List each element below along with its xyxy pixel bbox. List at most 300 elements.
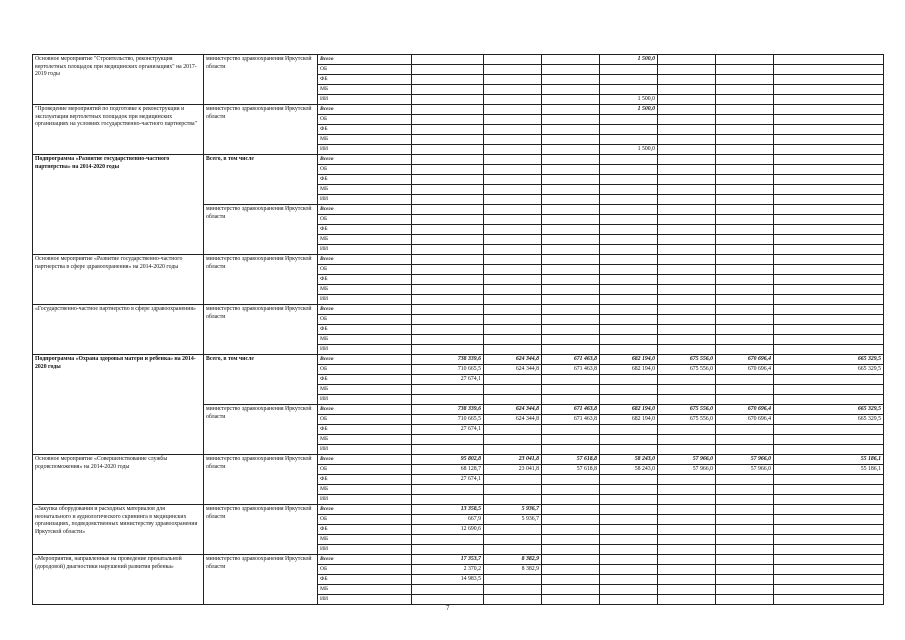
amount-cell (412, 485, 484, 495)
amount-cell (542, 315, 600, 325)
amount-cell (774, 285, 884, 295)
amount-cell: 675 556,0 (658, 355, 716, 365)
amount-cell (716, 305, 774, 315)
amount-cell (716, 285, 774, 295)
amount-cell (542, 215, 600, 225)
amount-cell (484, 255, 542, 265)
funding-source-cell: МБ (318, 435, 412, 445)
amount-cell (774, 195, 884, 205)
amount-cell (600, 345, 658, 355)
amount-cell (542, 235, 600, 245)
amount-cell: 55 186,1 (774, 455, 884, 465)
amount-cell (716, 115, 774, 125)
funding-source-cell: Всего (318, 555, 412, 565)
table-row (33, 455, 884, 465)
amount-cell (716, 375, 774, 385)
amount-cell (412, 165, 484, 175)
amount-cell (412, 335, 484, 345)
funding-source-cell: ФБ (318, 475, 412, 485)
amount-cell (542, 265, 600, 275)
amount-cell (774, 65, 884, 75)
funding-source-cell: ИИ (318, 145, 412, 155)
amount-cell (716, 525, 774, 535)
amount-cell (484, 495, 542, 505)
executor-cell: министерство здравоохранения Иркутской области (204, 255, 318, 305)
amount-cell (716, 175, 774, 185)
amount-cell: 665 329,5 (774, 365, 884, 375)
amount-cell (716, 345, 774, 355)
amount-cell (542, 85, 600, 95)
amount-cell (542, 565, 600, 575)
amount-cell (542, 485, 600, 495)
amount-cell (658, 85, 716, 95)
amount-cell (600, 545, 658, 555)
amount-cell (412, 255, 484, 265)
amount-cell (716, 275, 774, 285)
amount-cell: 68 128,7 (412, 465, 484, 475)
amount-cell (658, 495, 716, 505)
funding-source-cell: Всего (318, 405, 412, 415)
amount-cell: 23 041,8 (484, 465, 542, 475)
funding-source-cell: ФБ (318, 325, 412, 335)
amount-cell (774, 85, 884, 95)
amount-cell (658, 245, 716, 255)
amount-cell (658, 595, 716, 605)
amount-cell (484, 425, 542, 435)
amount-cell (774, 505, 884, 515)
amount-cell (412, 195, 484, 205)
amount-cell (716, 425, 774, 435)
amount-cell: 1 500,0 (600, 145, 658, 155)
amount-cell (716, 315, 774, 325)
amount-cell (658, 485, 716, 495)
amount-cell: 58 243,0 (600, 455, 658, 465)
amount-cell (716, 485, 774, 495)
amount-cell (658, 545, 716, 555)
funding-source-cell: ФБ (318, 225, 412, 235)
amount-cell (542, 535, 600, 545)
funding-source-cell: Всего (318, 305, 412, 315)
amount-cell (716, 255, 774, 265)
amount-cell (542, 185, 600, 195)
amount-cell: 671 463,8 (542, 355, 600, 365)
amount-cell (716, 155, 774, 165)
amount-cell: 13 358,5 (412, 505, 484, 515)
amount-cell (412, 55, 484, 65)
amount-cell (600, 115, 658, 125)
amount-cell: 57 966,0 (658, 465, 716, 475)
amount-cell (542, 585, 600, 595)
amount-cell (600, 125, 658, 135)
amount-cell (484, 135, 542, 145)
amount-cell (716, 575, 774, 585)
amount-cell (484, 75, 542, 85)
amount-cell (658, 115, 716, 125)
amount-cell (484, 545, 542, 555)
table-row (33, 155, 884, 165)
measure-name: «Государственно-частное партнерство в сфере здравоохранения» (33, 305, 204, 355)
amount-cell (412, 105, 484, 115)
amount-cell (600, 185, 658, 195)
amount-cell (658, 125, 716, 135)
executor-cell: Всего, в том числе (204, 355, 318, 405)
amount-cell (484, 295, 542, 305)
amount-cell (542, 165, 600, 175)
amount-cell (658, 345, 716, 355)
amount-cell (412, 535, 484, 545)
amount-cell (542, 445, 600, 455)
amount-cell (484, 485, 542, 495)
amount-cell (600, 325, 658, 335)
amount-cell (484, 225, 542, 235)
amount-cell (542, 325, 600, 335)
amount-cell (542, 335, 600, 345)
amount-cell (774, 275, 884, 285)
amount-cell (774, 525, 884, 535)
amount-cell: 624 344,8 (484, 405, 542, 415)
amount-cell (658, 315, 716, 325)
funding-source-cell: ИИ (318, 295, 412, 305)
amount-cell (716, 75, 774, 85)
amount-cell (774, 435, 884, 445)
amount-cell: 682 194,0 (600, 415, 658, 425)
amount-cell (774, 305, 884, 315)
amount-cell (658, 335, 716, 345)
funding-source-cell: ОБ (318, 265, 412, 275)
amount-cell: 682 194,0 (600, 365, 658, 375)
amount-cell (600, 505, 658, 515)
amount-cell (600, 575, 658, 585)
funding-source-cell: МБ (318, 385, 412, 395)
amount-cell (412, 495, 484, 505)
amount-cell: 670 696,4 (716, 355, 774, 365)
amount-cell (716, 195, 774, 205)
amount-cell (484, 445, 542, 455)
amount-cell (658, 105, 716, 115)
amount-cell (412, 205, 484, 215)
amount-cell (542, 105, 600, 115)
amount-cell (484, 105, 542, 115)
amount-cell (716, 585, 774, 595)
amount-cell (412, 75, 484, 85)
amount-cell (600, 445, 658, 455)
amount-cell (774, 575, 884, 585)
executor-cell: министерство здравоохранения Иркутской области (204, 205, 318, 255)
amount-cell (484, 385, 542, 395)
measure-name: «Закупка оборудования и расходных материалов для неонатального и аудиологического скрининга в медицинских организациях, подведомственных министерству здравоохранения Иркутской области» (33, 505, 204, 555)
amount-cell (484, 85, 542, 95)
amount-cell: 670 696,4 (716, 415, 774, 425)
amount-cell (600, 425, 658, 435)
measure-name: Основное мероприятие «Развитие государственно-частного партнерства в сфере здравоохранения» на 2014-2020 годы (33, 255, 204, 305)
amount-cell (412, 345, 484, 355)
amount-cell (716, 325, 774, 335)
amount-cell (484, 535, 542, 545)
amount-cell: 27 674,1 (412, 425, 484, 435)
amount-cell (412, 135, 484, 145)
amount-cell (542, 495, 600, 505)
amount-cell (716, 565, 774, 575)
funding-source-cell: ФБ (318, 525, 412, 535)
amount-cell: 675 556,0 (658, 415, 716, 425)
amount-cell (542, 345, 600, 355)
amount-cell (716, 435, 774, 445)
measure-name: Основное мероприятие «Совершенствование службы родовспоможения» на 2014-2020 годы (33, 455, 204, 505)
amount-cell: 675 556,0 (658, 405, 716, 415)
amount-cell (600, 75, 658, 85)
amount-cell (658, 505, 716, 515)
amount-cell: 27 674,1 (412, 375, 484, 385)
amount-cell (716, 185, 774, 195)
amount-cell (412, 115, 484, 125)
amount-cell: 738 339,6 (412, 355, 484, 365)
amount-cell (716, 475, 774, 485)
amount-cell: 57 966,0 (716, 455, 774, 465)
amount-cell (484, 475, 542, 485)
amount-cell (774, 185, 884, 195)
amount-cell (542, 95, 600, 105)
amount-cell (412, 305, 484, 315)
amount-cell (542, 555, 600, 565)
amount-cell (600, 65, 658, 75)
amount-cell (542, 175, 600, 185)
amount-cell (774, 565, 884, 575)
amount-cell (484, 175, 542, 185)
funding-source-cell: ФБ (318, 375, 412, 385)
funding-source-cell: Всего (318, 205, 412, 215)
amount-cell (774, 515, 884, 525)
measure-name: «Мероприятия, направленные на проведение пренатальной (дородовой) диагностики нарушений развития ребенка» (33, 555, 204, 605)
amount-cell (658, 165, 716, 175)
amount-cell (600, 595, 658, 605)
amount-cell (600, 85, 658, 95)
amount-cell (774, 475, 884, 485)
amount-cell (774, 375, 884, 385)
amount-cell (484, 95, 542, 105)
executor-cell: министерство здравоохранения Иркутской области (204, 505, 318, 555)
amount-cell (716, 55, 774, 65)
funding-source-cell: Всего (318, 255, 412, 265)
amount-cell (542, 155, 600, 165)
amount-cell (774, 295, 884, 305)
amount-cell (716, 65, 774, 75)
amount-cell (716, 125, 774, 135)
amount-cell (774, 105, 884, 115)
amount-cell (484, 275, 542, 285)
amount-cell (412, 85, 484, 95)
amount-cell (658, 255, 716, 265)
funding-source-cell: МБ (318, 135, 412, 145)
amount-cell (658, 425, 716, 435)
amount-cell (412, 65, 484, 75)
funding-source-cell: ФБ (318, 575, 412, 585)
amount-cell: 670 696,4 (716, 405, 774, 415)
amount-cell (774, 335, 884, 345)
amount-cell: 58 243,0 (600, 465, 658, 475)
amount-cell: 682 194,0 (600, 355, 658, 365)
executor-cell: министерство здравоохранения Иркутской области (204, 455, 318, 505)
amount-cell (412, 395, 484, 405)
amount-cell (542, 245, 600, 255)
amount-cell (774, 255, 884, 265)
amount-cell (600, 335, 658, 345)
funding-source-cell: ОБ (318, 165, 412, 175)
amount-cell (716, 495, 774, 505)
amount-cell (600, 135, 658, 145)
funding-source-cell: ИИ (318, 595, 412, 605)
amount-cell: 17 353,7 (412, 555, 484, 565)
amount-cell (658, 585, 716, 595)
amount-cell (716, 225, 774, 235)
amount-cell (600, 165, 658, 175)
amount-cell (484, 285, 542, 295)
amount-cell (658, 515, 716, 525)
amount-cell: 624 344,8 (484, 365, 542, 375)
amount-cell (484, 215, 542, 225)
amount-cell (716, 95, 774, 105)
amount-cell (774, 225, 884, 235)
amount-cell (412, 215, 484, 225)
amount-cell (658, 385, 716, 395)
amount-cell (484, 205, 542, 215)
funding-source-cell: ИИ (318, 395, 412, 405)
amount-cell: 55 186,1 (774, 465, 884, 475)
amount-cell (716, 245, 774, 255)
amount-cell (542, 425, 600, 435)
amount-cell (412, 275, 484, 285)
amount-cell (774, 555, 884, 565)
amount-cell (774, 55, 884, 65)
amount-cell (484, 525, 542, 535)
amount-cell (774, 585, 884, 595)
amount-cell (542, 255, 600, 265)
funding-source-cell: ОБ (318, 415, 412, 425)
amount-cell (542, 305, 600, 315)
amount-cell (658, 575, 716, 585)
amount-cell (658, 285, 716, 295)
amount-cell (716, 505, 774, 515)
amount-cell (600, 255, 658, 265)
amount-cell (600, 375, 658, 385)
amount-cell: 57 966,0 (658, 455, 716, 465)
amount-cell: 682 194,0 (600, 405, 658, 415)
funding-source-cell: ФБ (318, 75, 412, 85)
amount-cell (658, 205, 716, 215)
amount-cell (484, 395, 542, 405)
funding-source-cell: ОБ (318, 215, 412, 225)
amount-cell (658, 305, 716, 315)
measure-name: Подпрограмма «Охрана здоровья матери и ребенка» на 2014-2020 годы (33, 355, 204, 455)
amount-cell (774, 215, 884, 225)
funding-source-cell: ИИ (318, 95, 412, 105)
amount-cell (774, 385, 884, 395)
amount-cell (658, 95, 716, 105)
amount-cell (716, 335, 774, 345)
amount-cell (484, 375, 542, 385)
funding-source-cell: ОБ (318, 65, 412, 75)
amount-cell (600, 485, 658, 495)
funding-source-cell: ОБ (318, 315, 412, 325)
amount-cell (774, 205, 884, 215)
amount-cell (716, 105, 774, 115)
amount-cell (484, 315, 542, 325)
amount-cell: 8 382,9 (484, 555, 542, 565)
amount-cell: 57 618,8 (542, 455, 600, 465)
amount-cell (658, 395, 716, 405)
amount-cell (774, 115, 884, 125)
amount-cell (600, 495, 658, 505)
amount-cell (600, 195, 658, 205)
amount-cell (484, 345, 542, 355)
amount-cell: 624 344,8 (484, 415, 542, 425)
amount-cell (412, 265, 484, 275)
amount-cell: 8 382,9 (484, 565, 542, 575)
executor-cell: министерство здравоохранения Иркутской области (204, 105, 318, 155)
funding-source-cell: МБ (318, 285, 412, 295)
amount-cell (484, 585, 542, 595)
funding-source-cell: Всего (318, 155, 412, 165)
amount-cell: 671 463,8 (542, 405, 600, 415)
amount-cell (600, 215, 658, 225)
amount-cell (484, 65, 542, 75)
amount-cell (658, 225, 716, 235)
funding-source-cell: Всего (318, 455, 412, 465)
funding-source-cell: МБ (318, 585, 412, 595)
executor-cell: Всего, в том числе (204, 155, 318, 205)
funding-source-cell: ИИ (318, 445, 412, 455)
amount-cell (542, 475, 600, 485)
amount-cell: 23 041,8 (484, 455, 542, 465)
amount-cell (774, 165, 884, 175)
amount-cell (774, 145, 884, 155)
funding-source-cell: МБ (318, 85, 412, 95)
amount-cell (716, 515, 774, 525)
funding-source-cell: ОБ (318, 565, 412, 575)
table-row (33, 55, 884, 65)
amount-cell (542, 515, 600, 525)
amount-cell (600, 225, 658, 235)
amount-cell: 1 500,0 (600, 55, 658, 65)
amount-cell: 57 618,8 (542, 465, 600, 475)
amount-cell (600, 175, 658, 185)
amount-cell (658, 475, 716, 485)
amount-cell (412, 175, 484, 185)
amount-cell (542, 545, 600, 555)
amount-cell (600, 525, 658, 535)
amount-cell (542, 575, 600, 585)
funding-source-cell: ФБ (318, 125, 412, 135)
amount-cell (600, 535, 658, 545)
amount-cell (774, 155, 884, 165)
amount-cell (484, 125, 542, 135)
funding-source-cell: ОБ (318, 465, 412, 475)
amount-cell: 671 463,8 (542, 365, 600, 375)
amount-cell (412, 325, 484, 335)
amount-cell (600, 295, 658, 305)
amount-cell (412, 245, 484, 255)
amount-cell (542, 55, 600, 65)
measure-name: "Проведение мероприятий по подготовке к реконструкции и эксплуатации вертолетных площадок при медицинских организациях на условиях государственно-частного партнерства" (33, 105, 204, 155)
funding-source-cell: МБ (318, 485, 412, 495)
budget-table (32, 54, 884, 605)
amount-cell (484, 165, 542, 175)
measure-name: Подпрограмма «Развитие государственно-частного партнерства» на 2014-2020 годы (33, 155, 204, 255)
amount-cell (774, 315, 884, 325)
amount-cell (600, 285, 658, 295)
amount-cell (716, 445, 774, 455)
amount-cell (412, 595, 484, 605)
amount-cell (542, 285, 600, 295)
